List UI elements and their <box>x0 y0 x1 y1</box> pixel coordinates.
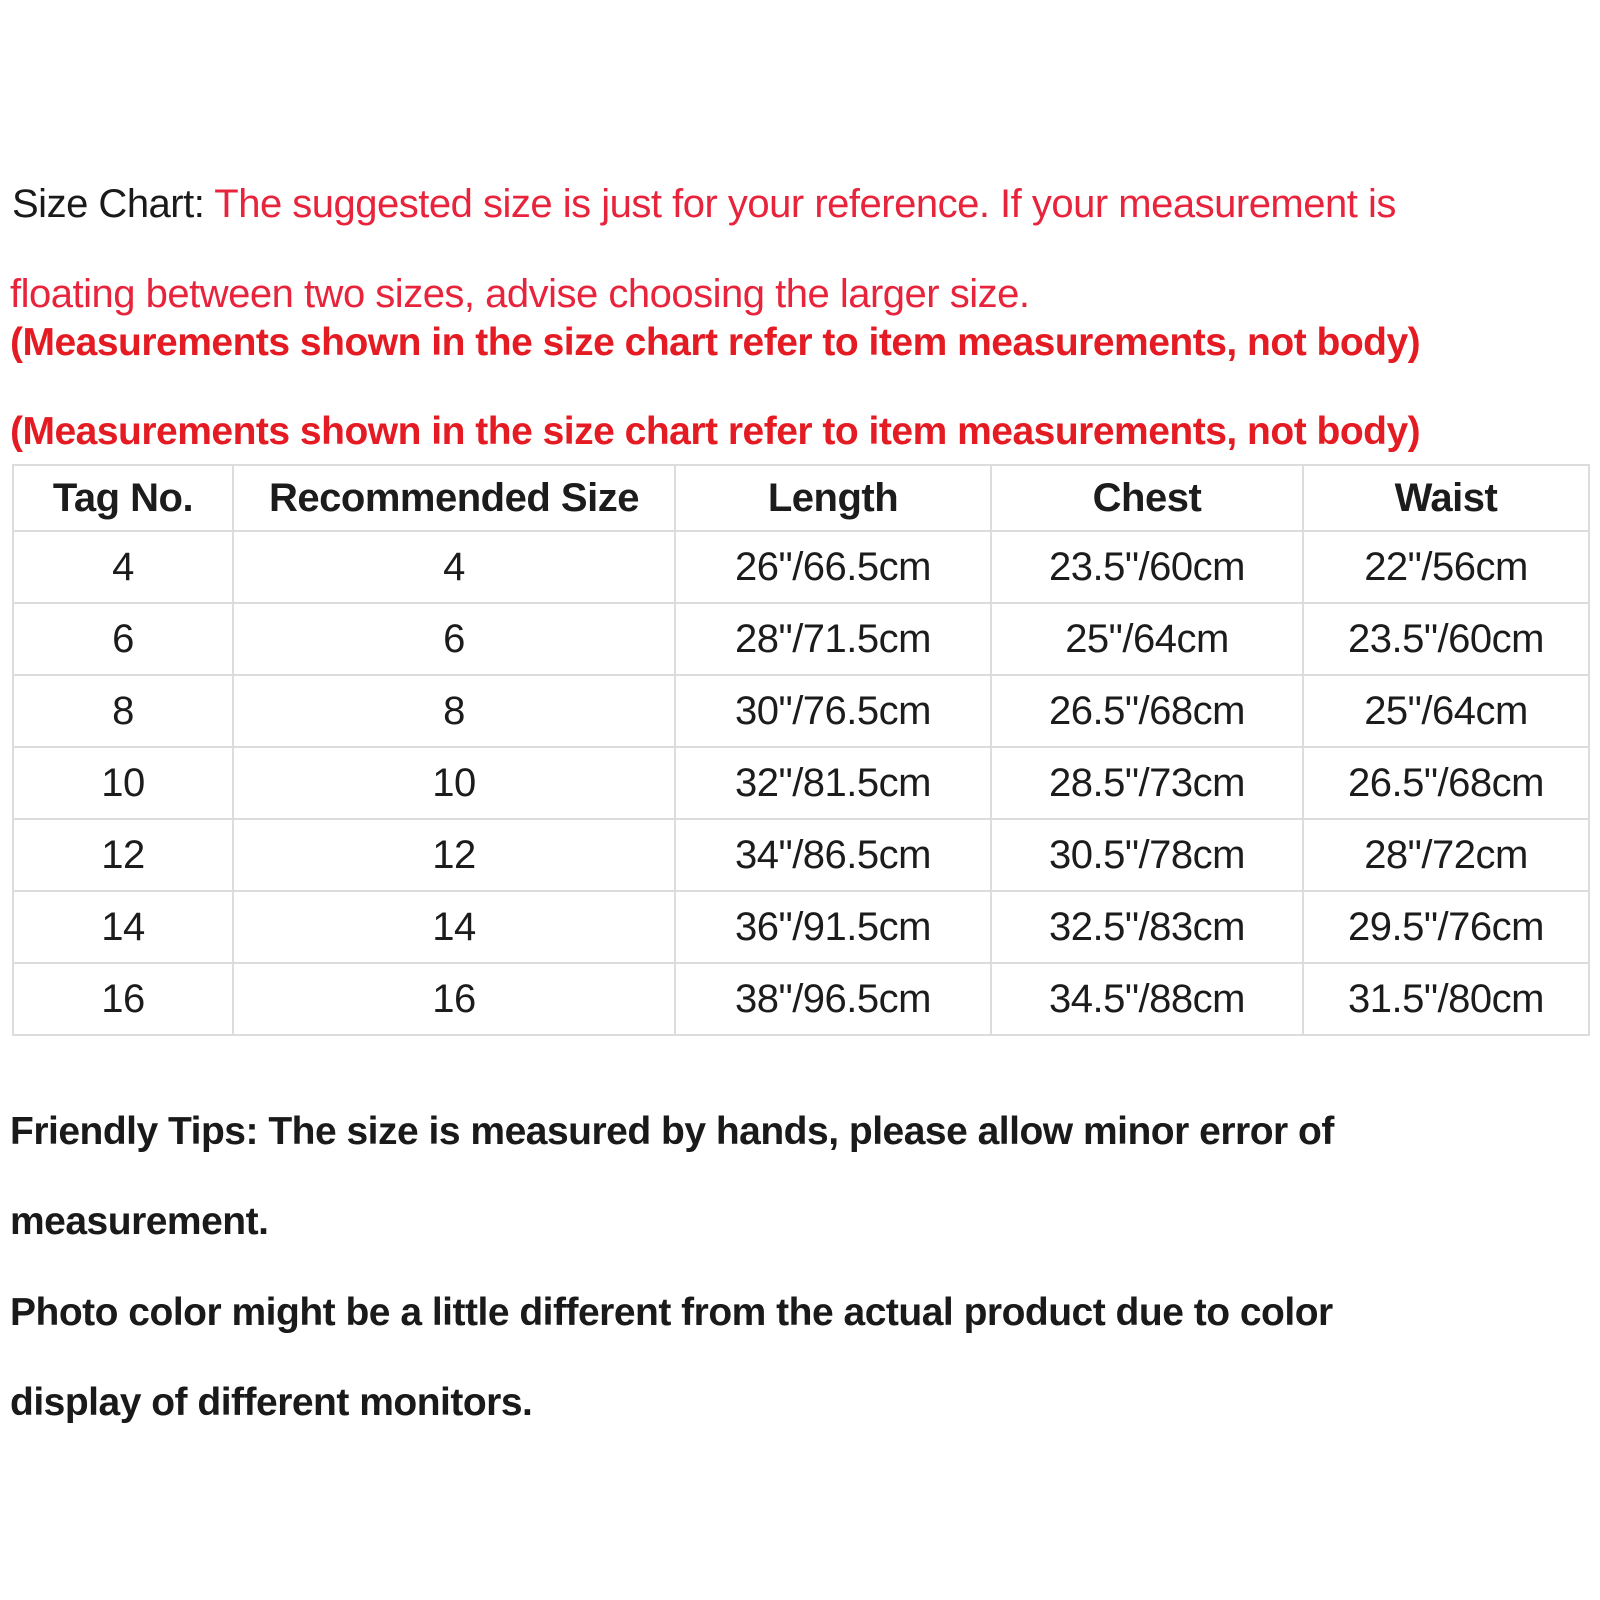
cell-chest: 26.5"/68cm <box>991 675 1303 747</box>
photo-color-note-line-2: display of different monitors. <box>10 1381 533 1424</box>
cell-tag-no: 10 <box>13 747 233 819</box>
size-chart-intro-line-2: floating between two sizes, advise choosing the larger size. <box>10 272 1030 316</box>
photo-color-note-line-1: Photo color might be a little different from the actual product due to color <box>10 1291 1333 1334</box>
table-row <box>13 531 1589 603</box>
cell-chest: 32.5"/83cm <box>991 891 1303 963</box>
cell-recommended-size: 4 <box>233 531 675 603</box>
cell-recommended-size: 6 <box>233 603 675 675</box>
cell-recommended-size: 10 <box>233 747 675 819</box>
table-row <box>13 891 1589 963</box>
cell-tag-no: 8 <box>13 675 233 747</box>
cell-length: 38"/96.5cm <box>675 963 991 1035</box>
table-row <box>13 603 1589 675</box>
cell-length: 30"/76.5cm <box>675 675 991 747</box>
header-tag-no: Tag No. <box>13 465 233 531</box>
cell-recommended-size: 14 <box>233 891 675 963</box>
size-chart-intro-line-1 <box>12 182 1396 226</box>
cell-tag-no: 12 <box>13 819 233 891</box>
cell-waist: 29.5"/76cm <box>1303 891 1589 963</box>
cell-recommended-size: 12 <box>233 819 675 891</box>
cell-chest: 28.5"/73cm <box>991 747 1303 819</box>
cell-waist: 22"/56cm <box>1303 531 1589 603</box>
cell-tag-no: 14 <box>13 891 233 963</box>
measurement-note-2: (Measurements shown in the size chart refer to item measurements, not body) <box>10 410 1421 453</box>
cell-length: 28"/71.5cm <box>675 603 991 675</box>
cell-waist: 31.5"/80cm <box>1303 963 1589 1035</box>
cell-tag-no: 4 <box>13 531 233 603</box>
cell-recommended-size: 8 <box>233 675 675 747</box>
header-waist: Waist <box>1303 465 1589 531</box>
header-chest: Chest <box>991 465 1303 531</box>
cell-waist: 23.5"/60cm <box>1303 603 1589 675</box>
table-row <box>13 675 1589 747</box>
cell-waist: 26.5"/68cm <box>1303 747 1589 819</box>
cell-waist: 28"/72cm <box>1303 819 1589 891</box>
friendly-tips-line-2: measurement. <box>10 1200 269 1243</box>
cell-recommended-size: 16 <box>233 963 675 1035</box>
table-header-row <box>13 465 1589 531</box>
cell-tag-no: 6 <box>13 603 233 675</box>
cell-length: 26"/66.5cm <box>675 531 991 603</box>
cell-tag-no: 16 <box>13 963 233 1035</box>
table-row <box>13 747 1589 819</box>
cell-length: 34"/86.5cm <box>675 819 991 891</box>
table-row <box>13 819 1589 891</box>
cell-length: 36"/91.5cm <box>675 891 991 963</box>
header-length: Length <box>675 465 991 531</box>
cell-waist: 25"/64cm <box>1303 675 1589 747</box>
size-advice-text: The suggested size is just for your reference. If your measurement is <box>204 182 1396 226</box>
table-row <box>13 963 1589 1035</box>
cell-chest: 25"/64cm <box>991 603 1303 675</box>
cell-length: 32"/81.5cm <box>675 747 991 819</box>
measurement-note-1: (Measurements shown in the size chart refer to item measurements, not body) <box>10 321 1421 364</box>
size-chart-label: Size Chart <box>12 182 194 226</box>
size-chart-label-separator: : <box>193 182 205 226</box>
header-recommended-size: Recommended Size <box>233 465 675 531</box>
cell-chest: 34.5"/88cm <box>991 963 1303 1035</box>
size-table <box>12 464 1590 1036</box>
cell-chest: 23.5"/60cm <box>991 531 1303 603</box>
cell-chest: 30.5"/78cm <box>991 819 1303 891</box>
friendly-tips-line-1: Friendly Tips: The size is measured by hands, please allow minor error of <box>10 1110 1334 1153</box>
